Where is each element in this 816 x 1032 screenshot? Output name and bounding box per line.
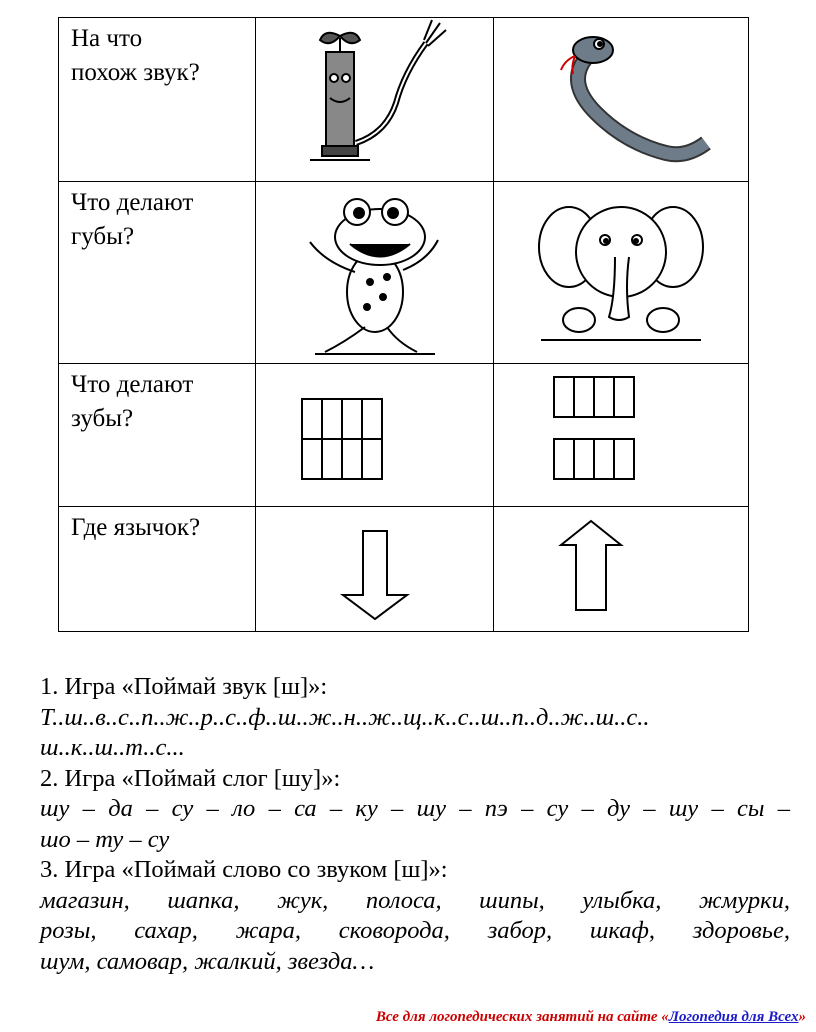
syllable: –	[711, 795, 724, 822]
question-text	[59, 364, 255, 436]
games-section	[40, 672, 790, 977]
syllable: –	[391, 795, 404, 822]
pump-illustration	[300, 18, 450, 178]
syllable: –	[777, 795, 790, 822]
snake-cell	[494, 18, 749, 182]
syllable: –	[581, 795, 594, 822]
word: улыбка,	[582, 886, 662, 914]
frog-illustration	[295, 182, 455, 362]
game-2-syllables	[40, 794, 790, 825]
table-row	[59, 507, 749, 632]
question-text	[59, 182, 255, 254]
teeth-closed-diagram	[256, 364, 494, 504]
word: жара,	[235, 917, 301, 944]
question-cell	[59, 18, 256, 182]
question-line: губы?	[71, 223, 135, 250]
syllable: –	[146, 795, 159, 822]
game-3-words-3: шум, самовар, жалкий, звезда…	[40, 947, 375, 975]
word: магазин,	[40, 886, 130, 914]
game-3-words-1	[40, 886, 790, 917]
syllable: су	[546, 795, 569, 822]
table-row	[59, 18, 749, 182]
syllable: шу	[40, 795, 70, 822]
arrow-down-icon	[256, 507, 494, 629]
word: забор,	[487, 917, 553, 944]
exercise-table	[58, 17, 749, 632]
teeth-apart-diagram	[494, 364, 749, 504]
site-link[interactable]: Логопедия для Всех	[668, 1009, 799, 1025]
arrow-up-icon	[494, 507, 749, 629]
teeth-apart-cell	[494, 364, 749, 507]
word: здоровье,	[692, 917, 790, 944]
question-text	[59, 507, 255, 545]
syllable: шу	[416, 795, 446, 822]
syllable: –	[268, 795, 281, 822]
elephant-illustration	[531, 182, 711, 352]
arrow-up-cell	[494, 507, 749, 632]
table-row	[59, 364, 749, 507]
game-2-title: 2. Игра «Поймай слог [шу]»:	[40, 764, 341, 792]
game-1-sequence-end: ш..к..ш..т..с...	[40, 734, 185, 761]
word: шкаф,	[589, 917, 656, 944]
game-3-title: 3. Игра «Поймай слово со звуком [ш]»:	[40, 856, 448, 883]
syllable: –	[643, 795, 656, 822]
teeth-closed-cell	[256, 364, 494, 507]
word: полоса,	[365, 886, 442, 914]
syllable: ло	[232, 795, 256, 822]
syllable: пэ	[484, 795, 508, 822]
syllable: –	[82, 795, 95, 822]
footer-end: »	[798, 1009, 806, 1025]
word: жук,	[277, 886, 329, 914]
game-1-sequence: Т..ш..в..с..п..ж..р..с..ф..ш..ж..н..ж..щ..к..с..ш..п..д..ж..ш..с..	[40, 703, 650, 731]
question-line: Что делают	[71, 371, 194, 398]
syllable: са	[294, 795, 317, 822]
footer-note	[0, 1009, 806, 1026]
frog-cell	[256, 182, 494, 364]
game-3-words-2	[40, 916, 790, 947]
question-cell	[59, 182, 256, 364]
question-line: Что делают	[71, 189, 194, 216]
snake-illustration	[531, 18, 711, 178]
syllable: –	[329, 795, 343, 822]
game-2-syllables-end: шо – ту – су	[40, 825, 170, 853]
question-line: зубы?	[71, 405, 134, 432]
question-line: похож звук?	[71, 59, 200, 86]
question-line: Где язычок?	[71, 514, 201, 541]
word: шапка,	[167, 886, 240, 914]
syllable: ку	[355, 795, 378, 822]
pump-cell	[256, 18, 494, 182]
table-row	[59, 182, 749, 364]
syllable: да	[108, 795, 133, 822]
word: шипы,	[479, 886, 545, 914]
game-1-title: 1. Игра «Поймай звук [ш]»:	[40, 673, 328, 700]
syllable: –	[459, 795, 472, 822]
syllable: –	[206, 795, 219, 822]
syllable: –	[521, 795, 534, 822]
footer-text: Все для логопедических занятий на сайте «	[375, 1009, 669, 1025]
word: жмурки,	[698, 886, 790, 914]
syllable: шу	[668, 795, 699, 822]
word: розы,	[40, 917, 97, 944]
question-text	[59, 18, 255, 90]
syllable: сы	[737, 795, 765, 822]
arrow-down-cell	[256, 507, 494, 632]
word: сахар,	[134, 917, 198, 944]
question-cell	[59, 364, 256, 507]
syllable: су	[171, 795, 194, 822]
syllable: ду	[607, 795, 630, 822]
elephant-cell	[494, 182, 749, 364]
question-cell	[59, 507, 256, 632]
word: сковорода,	[338, 917, 450, 944]
question-line: На что	[71, 25, 143, 52]
